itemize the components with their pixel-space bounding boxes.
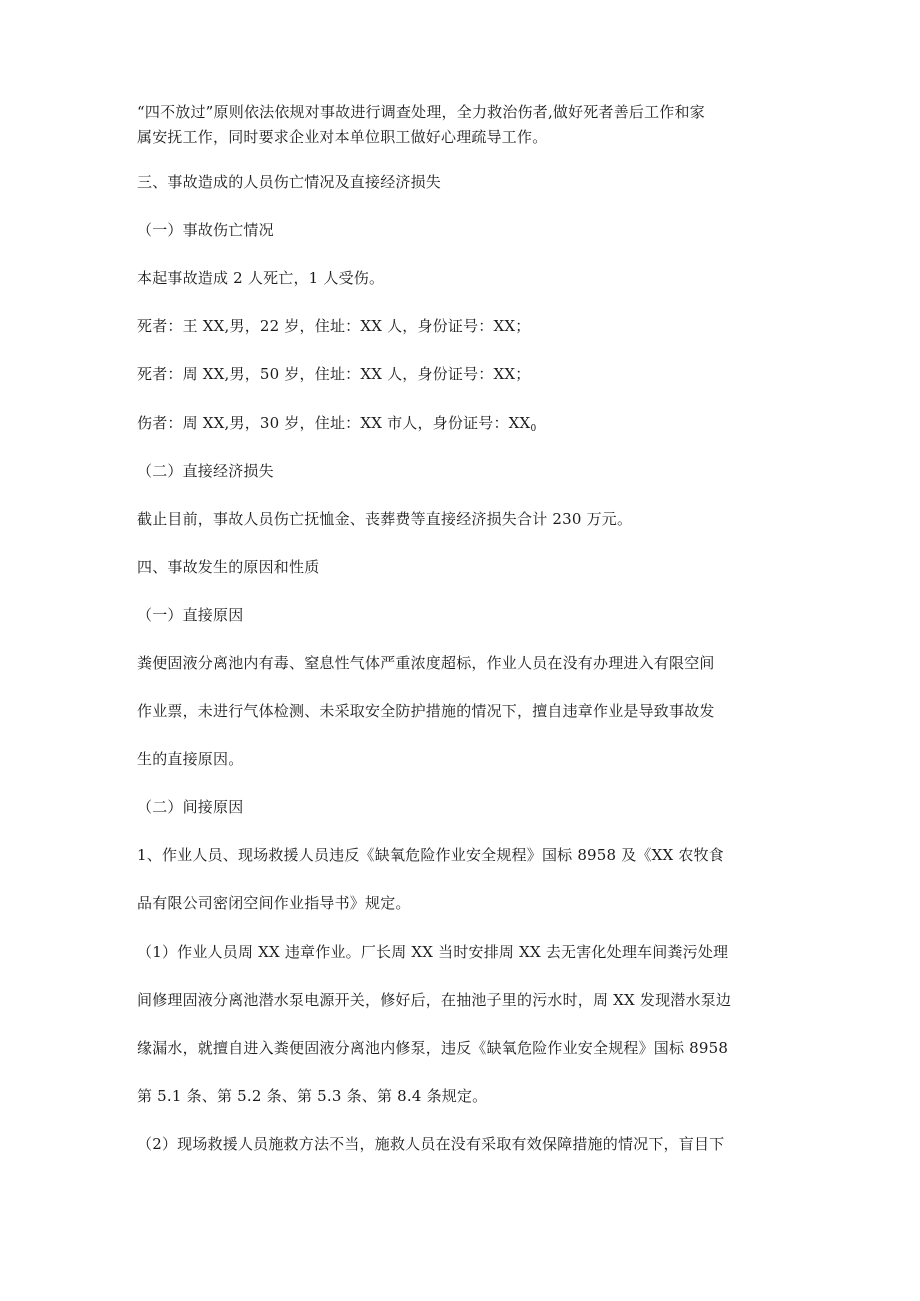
paragraph-line — [137, 413, 797, 439]
paragraph-line: 死者：王 XX,男，22 岁，住址：XX 人，身份证号：XX； — [137, 317, 531, 335]
paragraph-line: 死者：周 XX,男，50 岁，住址：XX 人，身份证号：XX； — [137, 365, 531, 383]
paragraph-line: 生的直接原因。 — [137, 750, 244, 768]
subscript-zero: 0 — [530, 424, 537, 434]
paragraph-line: 品有限公司密闭空间作业指导书》规定。 — [137, 894, 411, 912]
paragraph-line: 缘漏水，就擅自进入粪便固液分离池内修泵，违反《缺氧危险作业安全规程》国标 8958 — [137, 1039, 729, 1057]
line-text: 伤者：周 XX,男，30 岁，住址：XX 市人，身份证号：XX — [137, 414, 531, 432]
section-heading: 三、事故造成的人员伤亡情况及直接经济损失 — [137, 173, 442, 191]
paragraph-line: 1、作业人员、现场救援人员违反《缺氧危险作业安全规程》国标 8958 及《XX 农牧食 — [137, 846, 724, 864]
paragraph-line: （2）现场救援人员施救方法不当，施救人员在没有采取有效保障措施的情况下，盲目下 — [137, 1135, 725, 1153]
subsection-heading: （一）事故伤亡情况 — [137, 221, 274, 239]
subsection-heading: （二）直接经济损失 — [137, 462, 274, 480]
section-heading: 四、事故发生的原因和性质 — [137, 558, 320, 576]
paragraph-line: 截止目前，事故人员伤亡抚恤金、丧葬费等直接经济损失合计 230 万元。 — [137, 510, 633, 528]
paragraph-line: （1）作业人员周 XX 违章作业。厂长周 XX 当时安排周 XX 去无害化处理车间粪污处理 — [137, 943, 729, 961]
paragraph-line: 第 5.1 条、第 5.2 条、第 5.3 条、第 8.4 条规定。 — [137, 1087, 488, 1105]
paragraph-line: “四不放过”原则依法依规对事故进行调查处理，全力救治伤者,做好死者善后工作和家 — [137, 103, 705, 121]
paragraph-line: 属安抚工作，同时要求企业对本单位职工做好心理疏导工作。 — [137, 128, 548, 146]
paragraph-line: 作业票，未进行气体检测、未采取安全防护措施的情况下，擅自违章作业是导致事故发 — [137, 702, 715, 720]
paragraph-line: 间修理固液分离池潜水泵电源开关，修好后，在抽池子里的污水时，周 XX 发现潜水泵边 — [137, 991, 732, 1009]
subsection-heading: （一）直接原因 — [137, 606, 244, 624]
paragraph-line: 本起事故造成 2 人死亡，1 人受伤。 — [137, 269, 385, 287]
subsection-heading: （二）间接原因 — [137, 798, 244, 816]
paragraph-line: 粪便固液分离池内有毒、窒息性气体严重浓度超标，作业人员在没有办理进入有限空间 — [137, 654, 715, 672]
